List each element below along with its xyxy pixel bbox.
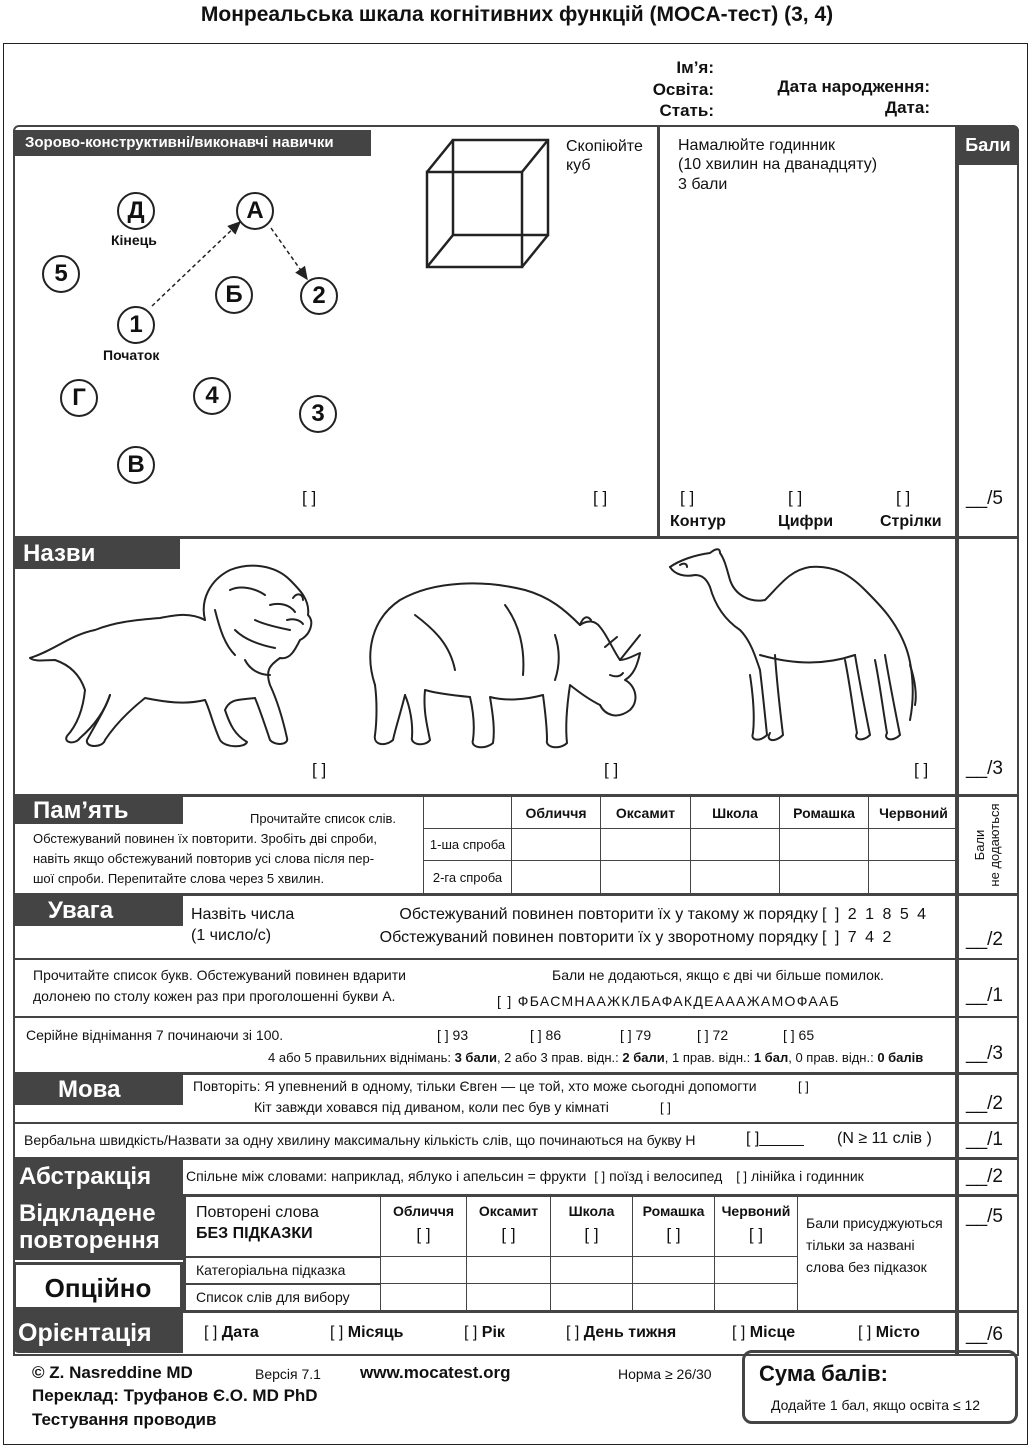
trail-node-5[interactable]: 5 (42, 255, 80, 293)
abstraction-title: Абстракція (13, 1160, 183, 1194)
delayed-note: Бали присуджуються тільки за названі слова без підказок (806, 1215, 943, 1275)
trail-node-2[interactable]: 2 (300, 277, 338, 315)
fluency-answer[interactable]: [ ]_____ (746, 1130, 804, 1147)
digits-forward[interactable]: [ ] 2 1 8 5 4 (822, 906, 929, 923)
delayed-word-2-cell[interactable]: Оксамит [ ] (467, 1197, 551, 1257)
sex-label: Стать: (659, 101, 714, 120)
trail-node-a[interactable]: А (236, 192, 274, 230)
multiple-choice-label: Список слів для вибору (196, 1289, 350, 1305)
letters-instruction-1: Прочитайте список букв. Обстежуваний повинен вдарити (33, 967, 406, 983)
lion-checkbox[interactable]: [ ] (312, 760, 327, 779)
trail-node-4[interactable]: 4 (193, 377, 231, 415)
clock-hands-label: Стрілки (880, 513, 942, 530)
clock-numbers-label: Цифри (778, 513, 834, 530)
memory-trial-2-cell[interactable] (780, 861, 869, 893)
date-label: Дата: (884, 98, 930, 117)
memory-trial-2-cell[interactable] (601, 861, 691, 893)
name-label: Ім’я: (676, 58, 714, 77)
abstraction-score[interactable]: __/2 (966, 1166, 1003, 1187)
rhinoceros-checkbox[interactable]: [ ] (604, 760, 619, 779)
total-note: Додайте 1 бал, якщо освіта ≤ 12 (771, 1397, 981, 1413)
repeat-sentence-2-checkbox[interactable]: [ ] (660, 1100, 671, 1115)
abstraction-ruler-watch-checkbox[interactable]: [ ] (736, 1169, 748, 1184)
serial-72[interactable]: [ ] 72 (697, 1027, 729, 1043)
orientation-date[interactable]: [ ] Дата (204, 1324, 259, 1341)
category-cue-cell[interactable] (381, 1257, 467, 1284)
fluency-instruction: Вербальна швидкість/Назвати за одну хвилину максимальну кількість слів, що починаються на букву Н (24, 1132, 696, 1148)
repeat-sentence-1: Повторіть: Я упевнений в одному, тільки Євген — це той, хто може сьогодні допомогти (193, 1078, 757, 1094)
delayed-word-5-cell[interactable]: Червоний [ ] (715, 1197, 798, 1257)
cube-instruction: Скопіюйте куб (566, 138, 643, 174)
clock-instruction-1: Намалюйте годинник (678, 137, 836, 154)
memory-instruction-3: навіть якщо обстежуваний повторив усі слова після пер- (33, 851, 375, 866)
total-label: Сума балів: (759, 1361, 888, 1386)
serial-score[interactable]: __/3 (966, 1043, 1003, 1064)
memory-word-1: Обличчя (512, 797, 601, 829)
digits-instruction-1: Назвіть числа (191, 906, 295, 923)
category-cue-cell[interactable] (551, 1257, 633, 1284)
trail-node-d[interactable]: Д (117, 192, 155, 230)
memory-instruction-4: шої спроби. Перепитайте слова через 5 хвилин. (33, 871, 325, 886)
serial-86[interactable]: [ ] 86 (530, 1027, 562, 1043)
category-cue-label: Категоріальна підказка (196, 1262, 346, 1278)
orientation-year[interactable]: [ ] Рік (464, 1324, 505, 1341)
translation: Переклад: Труфанов Є.О. MD PhD (32, 1386, 318, 1405)
visuospatial-score[interactable]: __/5 (966, 488, 1003, 509)
serial-65[interactable]: [ ] 65 (783, 1027, 815, 1043)
category-cue-cell[interactable] (715, 1257, 798, 1284)
clock-hands-checkbox[interactable]: [ ] (896, 488, 911, 507)
clock-contour-label: Контур (670, 513, 726, 530)
memory-trial-1-cell[interactable] (691, 829, 780, 861)
camel-checkbox[interactable]: [ ] (914, 760, 929, 779)
memory-trial-1-label: 1-ша спроба (424, 829, 512, 861)
camel-drawing (665, 545, 925, 750)
orientation-city[interactable]: [ ] Місто (858, 1324, 920, 1341)
memory-trial-2-cell[interactable] (869, 861, 958, 893)
trail-nodes (13, 160, 403, 500)
education-label: Освіта: (652, 80, 714, 99)
visuospatial-title: Зорово-конструктивні/виконавчі навички (13, 130, 371, 156)
delayed-recall-table (380, 1197, 798, 1310)
letters-sequence[interactable]: [ ] ФБАСМНААЖКЛБАФАКДЕАААЖАМОФААБ (497, 993, 841, 1009)
memory-trial-2-label: 2-га спроба (424, 861, 512, 893)
orientation-weekday[interactable]: [ ] День тижня (566, 1324, 677, 1341)
delayed-word-3-cell[interactable]: Школа [ ] (551, 1197, 633, 1257)
memory-word-4: Ромашка (780, 797, 869, 829)
trail-start-label: Початок (103, 347, 160, 363)
memory-instruction-2: Обстежуваний повинен їх повторити. Зробіть дві спроби, (33, 831, 377, 846)
letters-instruction-2: долонею по столу кожен раз при проголошенні букви А. (33, 988, 396, 1004)
multiple-choice-cell[interactable] (381, 1284, 467, 1310)
lion-drawing (25, 560, 315, 755)
naming-score[interactable]: __/3 (966, 758, 1003, 779)
digits-backward[interactable]: [ ] 7 4 2 (822, 929, 894, 946)
serial-instruction: Серійне віднімання 7 починаючи зі 100. (26, 1027, 284, 1043)
multiple-choice-cell[interactable] (551, 1284, 633, 1310)
attention-title: Увага (13, 896, 183, 926)
repeat-score[interactable]: __/2 (966, 1093, 1003, 1114)
dob-label: Дата народження: (777, 77, 930, 96)
multiple-choice-cell[interactable] (633, 1284, 715, 1310)
memory-word-5: Червоний (869, 797, 958, 829)
repeat-sentence-1-checkbox[interactable]: [ ] (798, 1079, 809, 1094)
serial-79[interactable]: [ ] 79 (620, 1027, 652, 1043)
serial-rule: 4 або 5 правильних віднімань: 3 бали, 2 або 3 прав. відн.: 2 бали, 1 прав. відн.: 1 бал, 0 прав. відн.: 0 балів (268, 1050, 924, 1065)
trail-node-b[interactable]: Б (215, 276, 253, 314)
cube-drawing (420, 135, 560, 275)
memory-trial-1-cell[interactable] (601, 829, 691, 861)
trail-node-1[interactable]: 1 (117, 306, 155, 344)
digits-forward-instruction: Обстежуваний повинен повторити їх у такому ж порядку (399, 906, 818, 923)
memory-trial-2-cell[interactable] (512, 861, 601, 893)
abstraction-example: Спільне між словами: наприклад, яблуко і апельсин = фрукти [ ] поїзд і велосипед [ ] лінійка і годинник (186, 1168, 864, 1184)
no-cue-label: БЕЗ ПІДКАЗКИ (196, 1225, 313, 1242)
memory-table (423, 797, 958, 893)
language-title: Мова (13, 1075, 183, 1105)
clock-instruction-3: 3 бали (678, 176, 728, 193)
orientation-month[interactable]: [ ] Місяць (330, 1324, 404, 1341)
multiple-choice-cell[interactable] (715, 1284, 798, 1310)
optional-label: Опційно (13, 1262, 183, 1310)
category-cue-cell[interactable] (467, 1257, 551, 1284)
trail-node-g[interactable]: Г (60, 379, 98, 417)
letters-note: Бали не додаються, якщо є дві чи більше помилок. (552, 967, 884, 983)
orientation-title: Орієнтація (13, 1313, 183, 1353)
category-cue-cell[interactable] (633, 1257, 715, 1284)
total-score-box[interactable] (742, 1350, 1018, 1424)
scores-header: Бали (957, 125, 1019, 165)
abstraction-train-bicycle-checkbox[interactable]: [ ] (594, 1169, 606, 1184)
orientation-place[interactable]: [ ] Місце (732, 1324, 796, 1341)
delayed-word-4-cell[interactable]: Ромашка [ ] (633, 1197, 715, 1257)
trail-end-label: Кінець (111, 232, 157, 248)
trail-node-v[interactable]: В (117, 446, 155, 484)
fluency-score[interactable]: __/1 (966, 1129, 1003, 1150)
trail-node-3[interactable]: 3 (299, 395, 337, 433)
cube-checkbox[interactable]: [ ] (593, 488, 608, 507)
delayed-word-1-cell[interactable]: Обличчя [ ] (381, 1197, 467, 1257)
tester-label: Тестування проводив (32, 1410, 217, 1429)
rhinoceros-drawing (355, 575, 655, 755)
clock-instruction-2: (10 хвилин на дванадцяту) (678, 156, 878, 173)
memory-trial-2-cell[interactable] (691, 861, 780, 893)
copyright: © Z. Nasreddine MD (32, 1363, 193, 1382)
memory-trial-1-cell[interactable] (869, 829, 958, 861)
letters-score[interactable]: __/1 (966, 985, 1003, 1006)
memory-trial-1-cell[interactable] (780, 829, 869, 861)
clock-contour-checkbox[interactable]: [ ] (680, 488, 695, 507)
orientation-score[interactable]: __/6 (966, 1324, 1003, 1345)
page-title: Монреальська шкала когнітивних функцій (MOCA-тест) (3, 4) (200, 3, 834, 26)
memory-word-2: Оксамит (601, 797, 691, 829)
delayed-recall-title: Відкладене повторення (13, 1197, 183, 1260)
version: Версія 7.1 (255, 1366, 321, 1382)
memory-instruction-1: Прочитайте список слів. (250, 811, 396, 826)
serial-93[interactable]: [ ] 93 (437, 1027, 469, 1043)
memory-title: Пам’ять (13, 797, 183, 824)
trail-checkbox[interactable]: [ ] (302, 488, 317, 507)
digits-instruction-2: (1 число/с) (191, 927, 272, 944)
memory-word-3: Школа (691, 797, 780, 829)
memory-trial-1-cell[interactable] (512, 829, 601, 861)
digits-backward-instruction: Обстежуваний повинен повторити їх у зворотному порядку (379, 929, 818, 946)
multiple-choice-cell[interactable] (467, 1284, 551, 1310)
repeated-words-label: Повторені слова (196, 1204, 319, 1221)
repeat-sentence-2: Кіт завжди ховався під диваном, коли пес був у кімнаті (254, 1099, 609, 1115)
norm: Норма ≥ 26/30 (618, 1366, 712, 1382)
clock-drawing-area[interactable] (662, 165, 954, 485)
delayed-score[interactable]: __/5 (966, 1206, 1003, 1227)
clock-numbers-checkbox[interactable]: [ ] (788, 488, 803, 507)
website-link[interactable]: www.mocatest.org (360, 1363, 511, 1382)
fluency-norm: (N ≥ 11 слів ) (837, 1130, 932, 1147)
naming-title: Назви (13, 539, 180, 569)
digits-score[interactable]: __/2 (966, 929, 1003, 950)
memory-no-points-note: Бали не додаються (972, 803, 1002, 887)
